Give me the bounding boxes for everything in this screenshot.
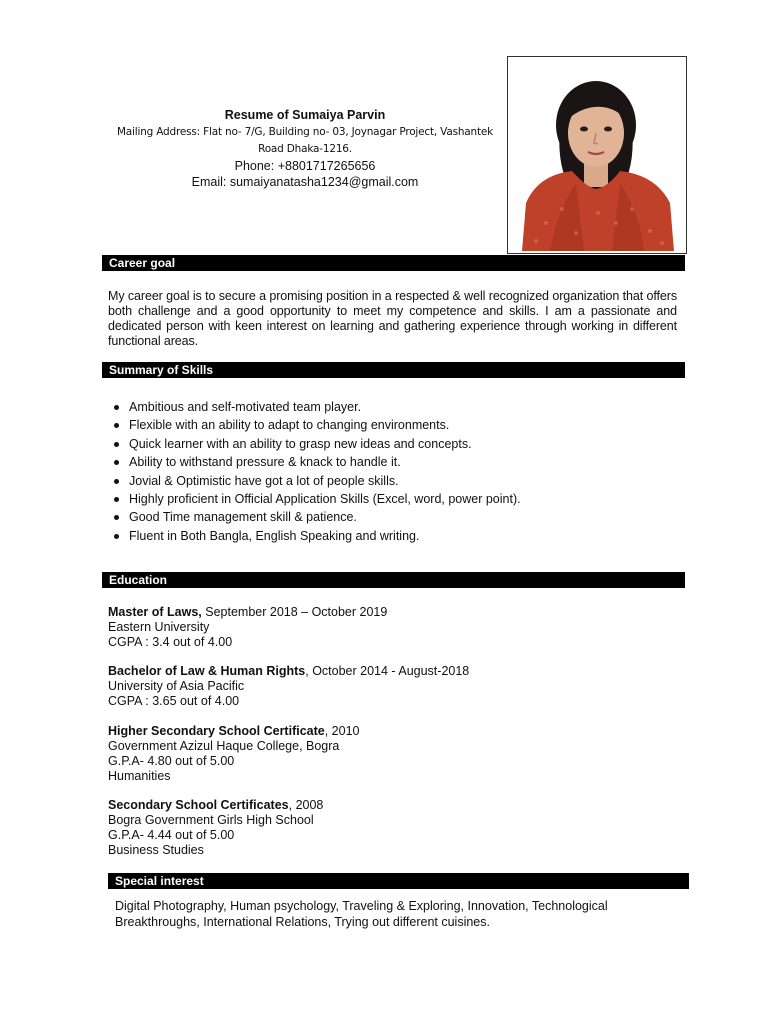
career-goal-heading: Career goal: [102, 255, 685, 271]
degree-name: Higher Secondary School Certificate: [108, 724, 325, 738]
special-interest-text: Digital Photography, Human psychology, Traveling & Exploring, Innovation, Technological Breakthroughs, International Relations, Trying out different cuisines.: [115, 899, 608, 929]
list-item: Flexible with an ability to adapt to changing environments.: [108, 416, 521, 434]
degree-name: Master of Laws,: [108, 605, 202, 619]
institution: Eastern University: [108, 620, 210, 634]
list-item: Good Time management skill & patience.: [108, 508, 521, 526]
skills-heading: Summary of Skills: [102, 362, 685, 378]
email-address: Email: sumaiyanatasha1234@gmail.com: [191, 175, 419, 189]
education-entry-ssc: [108, 798, 323, 858]
list-item: Jovial & Optimistic have got a lot of people skills.: [108, 472, 521, 490]
phone-number: Phone: +8801717265656: [234, 159, 376, 173]
degree-period: , 2010: [324, 724, 360, 738]
skills-list: [108, 398, 521, 545]
education-entry-masters: [108, 605, 387, 650]
degree-period: , 2008: [288, 798, 324, 812]
institution: Bogra Government Girls High School: [108, 813, 314, 827]
grade: CGPA : 3.65 out of 4.00: [108, 694, 240, 708]
degree-period: September 2018 – October 2019: [201, 605, 388, 619]
special-interest-heading: Special interest: [108, 873, 689, 889]
institution: University of Asia Pacific: [108, 679, 245, 693]
list-item: Ambitious and self-motivated team player.: [108, 398, 521, 416]
education-entry-bachelors: [108, 664, 469, 709]
resume-title: Resume of Sumaiya Parvin: [224, 108, 386, 122]
list-item: Ability to withstand pressure & knack to handle it.: [108, 453, 521, 471]
list-item: Quick learner with an ability to grasp new ideas and concepts.: [108, 435, 521, 453]
list-item: Highly proficient in Official Application Skills (Excel, word, power point).: [108, 490, 521, 508]
mailing-address-line2: Road Dhaka-1216.: [258, 143, 352, 155]
degree-name: Secondary School Certificates: [108, 798, 289, 812]
degree-name: Bachelor of Law & Human Rights: [108, 664, 306, 678]
group: Business Studies: [108, 843, 204, 857]
portrait-illustration: [516, 63, 680, 251]
degree-period: , October 2014 - August-2018: [305, 664, 470, 678]
grade: G.P.A- 4.44 out of 5.00: [108, 828, 235, 842]
group: Humanities: [108, 769, 171, 783]
profile-photo: [507, 56, 687, 254]
grade: G.P.A- 4.80 out of 5.00: [108, 754, 235, 768]
list-item: Fluent in Both Bangla, English Speaking and writing.: [108, 527, 521, 545]
resume-header: [100, 106, 510, 190]
grade: CGPA : 3.4 out of 4.00: [108, 635, 233, 649]
education-heading: Education: [102, 572, 685, 588]
education-entry-hsc: [108, 724, 360, 784]
institution: Government Azizul Haque College, Bogra: [108, 739, 340, 753]
mailing-address-line1: Mailing Address: Flat no- 7/G, Building no- 03, Joynagar Project, Vashantek: [116, 126, 494, 138]
career-goal-text: My career goal is to secure a promising position in a respected & well recognized organization that offers both challenge and a good opportunity to meet my competence and skills. I am a passionate and dedicated person with keen interest on learning and gathering experience through working in different functional areas.: [108, 289, 677, 348]
